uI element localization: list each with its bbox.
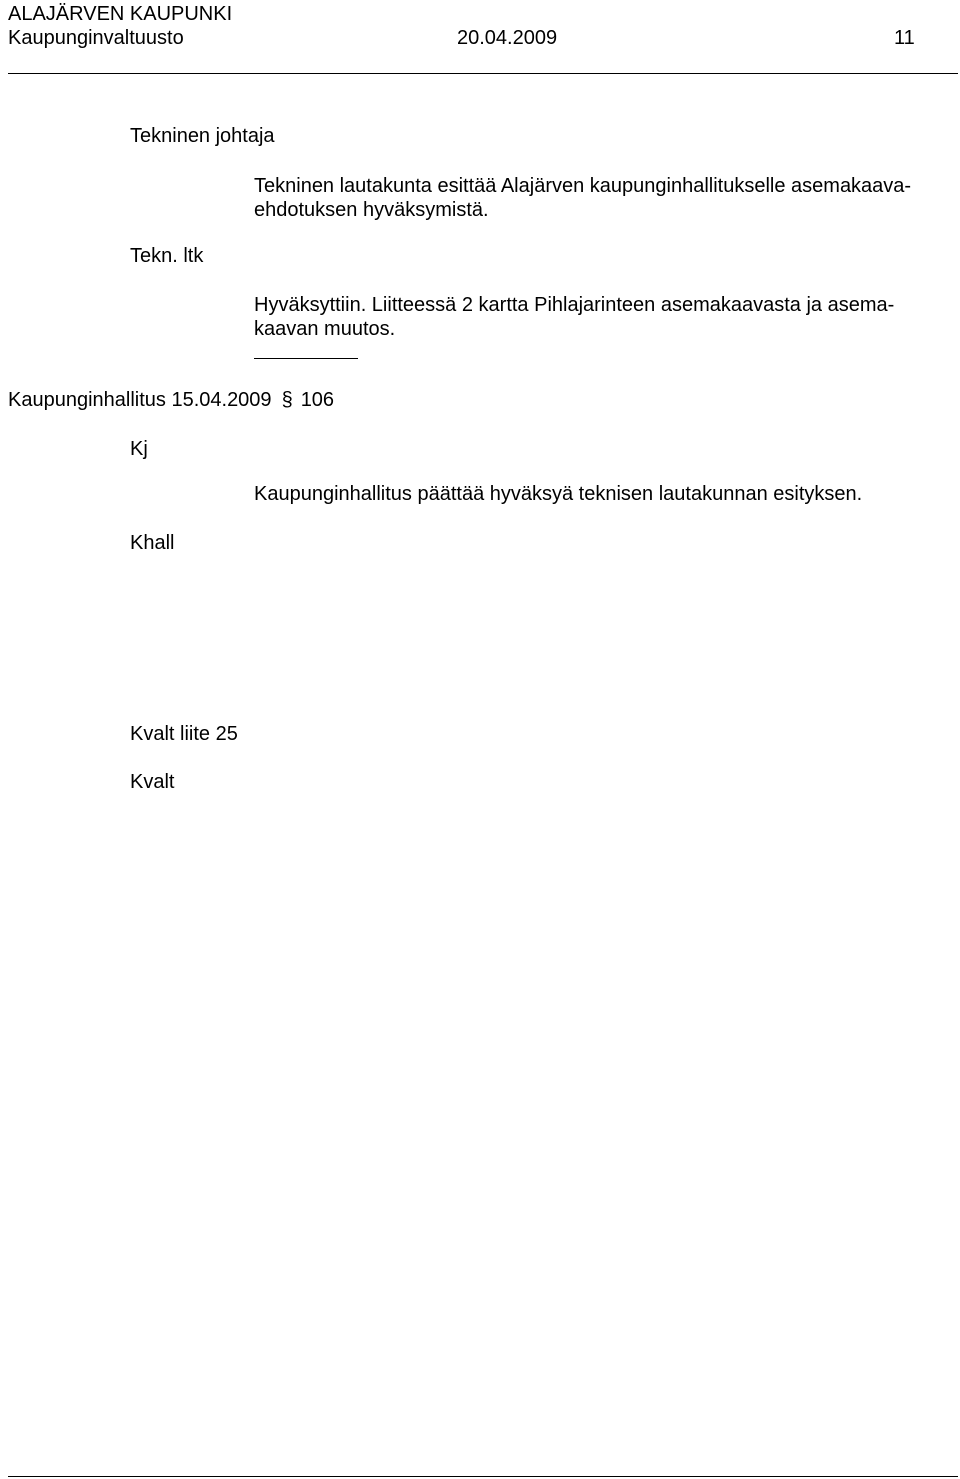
proposal-line-2: ehdotuksen hyväksymistä. — [254, 199, 489, 221]
council-attachment-label: Kvalt liite 25 — [130, 723, 238, 745]
city-board-heading — [8, 390, 334, 410]
tech-board-decision — [254, 293, 894, 341]
tech-director-proposal — [254, 174, 911, 222]
body-name: Kaupunginvaltuusto — [8, 27, 184, 49]
council-label: Kvalt — [130, 771, 175, 793]
khall-label: Khall — [130, 532, 175, 554]
decision-line-1: Hyväksyttiin. Liitteessä 2 kartta Pihlajarinteen asemakaavasta ja asema- — [254, 294, 895, 316]
decision-line-2: kaavan muutos. — [254, 318, 396, 340]
proposal-line-1: Tekninen lautakunta esittää Alajärven kaupunginhallitukselle asemakaava- — [254, 175, 912, 197]
meeting-date: 20.04.2009 — [457, 27, 558, 49]
city-board-heading-text: Kaupunginhallitus 15.04.2009 — [8, 389, 272, 411]
decision-underline — [254, 358, 358, 359]
section-number: 106 — [300, 389, 335, 411]
header-rule — [8, 73, 958, 74]
kj-text: Kaupunginhallitus päättää hyväksyä teknisen lautakunnan esityksen. — [254, 483, 863, 505]
org-name: ALAJÄRVEN KAUPUNKI — [8, 3, 233, 25]
kj-label: Kj — [130, 438, 148, 460]
section-sign: § — [281, 389, 293, 411]
tech-director-label: Tekninen johtaja — [130, 125, 275, 147]
footer-rule — [8, 1476, 958, 1477]
tech-board-label: Tekn. ltk — [130, 245, 204, 267]
page-number: 11 — [894, 27, 915, 49]
